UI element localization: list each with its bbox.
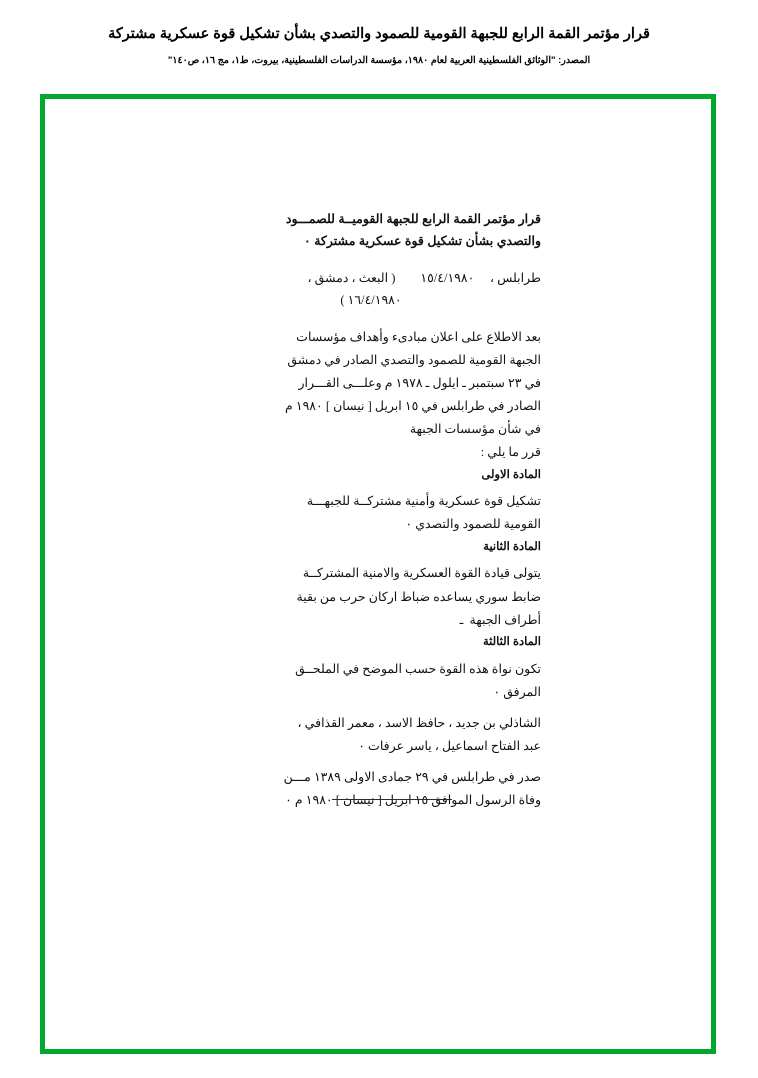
article-3-line-2: المرفق ٠ [493, 684, 541, 699]
resolve-line: قرر ما يلي : [480, 445, 541, 460]
closing-date [241, 766, 541, 812]
preamble-line-2: الجبهة القومية للصمود والتصدي الصادر في دمشق [287, 352, 541, 367]
document-title-line-2: والتصدي بشأن تشكيل قوة عسكرية مشتركة ٠ [304, 233, 541, 248]
article-3 [241, 632, 541, 704]
source-citation: المصدر: "الوثائق الفلسطينية العربية لعام ١٩٨٠، مؤسسة الدراسات الفلسطينية، بيروت، ط١، مج ١٦، ص١٤٠" [167, 55, 591, 67]
article-1 [241, 465, 541, 537]
dateline-line-1: طرابلس ، ١٥/٤/١٩٨٠ ( البعث ، دمشق ، [307, 270, 541, 285]
signatories [241, 712, 541, 758]
horizontal-divider [332, 799, 452, 800]
article-2-line-3: أطراف الجبهة ـ [459, 612, 541, 627]
article-2-line-1: يتولى قيادة القوة العسكرية والامنية المشتركــة [302, 566, 541, 581]
scanned-document-body [241, 209, 541, 812]
signatories-line-2: عبد الفتاح اسماعيل ، ياسر عرفات ٠ [358, 739, 541, 754]
page-header [0, 0, 758, 67]
document-title-line-1: قرار مؤتمر القمة الرابع للجبهة القوميــة للصمـــود [285, 212, 541, 226]
preamble-line-1: بعد الاطلاع على اعلان مبادىء وأهداف مؤسسات [296, 329, 541, 344]
article-1-heading: المادة الاولى [481, 468, 541, 481]
preamble-line-3: في ٢٣ سبتمبر ـ ايلول ـ ١٩٧٨ م وعلـــى القـــرار [298, 376, 541, 390]
document-frame [40, 94, 716, 1054]
article-2-body [241, 562, 541, 631]
article-2-line-2: ضابط سوري يساعده ضباط اركان حرب من بقية [296, 589, 541, 604]
article-3-body [241, 658, 541, 704]
article-2 [241, 537, 541, 632]
dateline-line-2: ١٦/٤/١٩٨٠ ) [340, 293, 402, 308]
page-title: قرار مؤتمر القمة الرابع للجبهة القومية للصمود والتصدي بشأن تشكيل قوة عسكرية مشتركة [108, 26, 650, 42]
closing-line-1: صدر في طرابلس في ٢٩ جمادى الاولى ١٣٨٩ مـــن [283, 770, 541, 785]
article-1-line-2: القومية للصمود والتصدي ٠ [405, 517, 541, 532]
article-1-body [241, 490, 541, 536]
preamble-line-4: الصادر في طرابلس في ١٥ ابريل [ نيسان ] ١٩٨٠ م [284, 399, 541, 414]
preamble-paragraph [241, 326, 541, 465]
signatories-line-1: الشاذلي بن جديد ، حافظ الاسد ، معمر القذافي ، [297, 715, 541, 730]
dateline [241, 267, 541, 312]
article-2-heading: المادة الثانية [483, 540, 541, 553]
article-3-heading: المادة الثالثة [482, 635, 541, 648]
document-title [241, 209, 541, 253]
preamble-line-5: في شأن مؤسسات الجبهة [409, 422, 541, 437]
article-1-line-1: تشكيل قوة عسكرية وأمنية مشتركــة للجبهـــة [306, 494, 541, 509]
closing-line-2: وفاة الرسول الموافق ١٥ ابريل [ نيسان ] ١٩٨٠ م ٠ [285, 793, 541, 808]
article-3-line-1: تكون نواة هذه القوة حسب الموضح في الملحــق [295, 661, 541, 676]
